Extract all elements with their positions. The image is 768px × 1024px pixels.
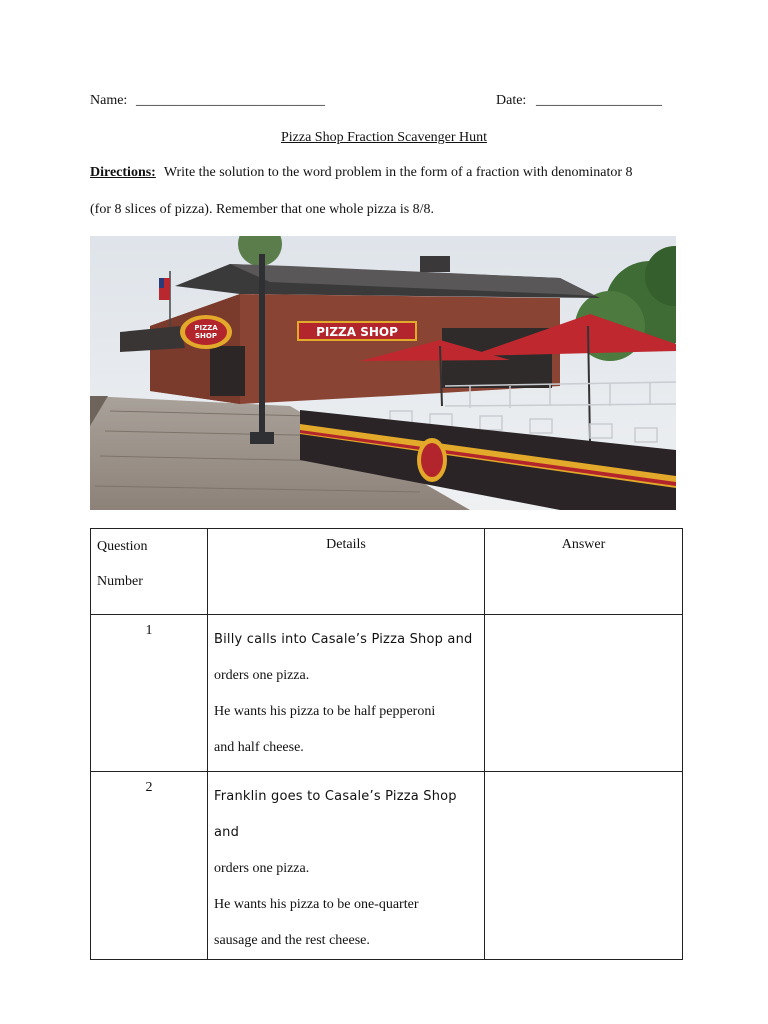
table-row [91, 615, 683, 772]
header-details [208, 529, 485, 615]
round-sign-text-2: SHOP [195, 332, 217, 340]
directions-label: Directions: [90, 165, 156, 180]
name-label: Name: [90, 93, 128, 108]
question-number: 2 [145, 780, 153, 795]
header-question-number [91, 529, 208, 615]
details-line: He wants his pizza to be one-quarter [214, 897, 419, 912]
header-answer [485, 529, 683, 615]
details-line: orders one pizza. [214, 861, 310, 876]
details-line: Billy calls into Casale’s Pizza Shop and [214, 632, 473, 647]
header-row [90, 93, 676, 113]
round-sign-text-1: PIZZA [194, 324, 218, 332]
date-blank[interactable]: __________________ [536, 93, 662, 108]
table-row [91, 772, 683, 960]
table-header-row [91, 529, 683, 615]
details-line: He wants his pizza to be half pepperoni [214, 704, 436, 719]
fraction-table [90, 528, 683, 960]
answer-cell[interactable] [485, 772, 683, 960]
sign-text-main: PIZZA SHOP [316, 325, 398, 339]
pizza-shop-sign [298, 322, 416, 340]
question-number: 1 [145, 623, 153, 638]
round-sign [180, 315, 232, 349]
question-number-cell [91, 772, 208, 960]
details-line: orders one pizza. [214, 668, 310, 683]
header-answer-text: Answer [561, 537, 606, 552]
details-line: Franklin goes to Casale’s Pizza Shop and [214, 789, 457, 840]
header-number-text: Number [97, 574, 143, 589]
page-title: Pizza Shop Fraction Scavenger Hunt [280, 130, 488, 145]
directions-text-1: Write the solution to the word problem in the form of a fraction with denominator 8 [163, 165, 633, 180]
name-blank[interactable]: ___________________________ [136, 93, 325, 108]
date-label: Date: [496, 93, 527, 108]
directions-line-2: (for 8 slices of pizza). Remember that one whole pizza is 8/8. [90, 202, 435, 217]
details-cell [208, 772, 485, 960]
header-question-text: Question [97, 539, 148, 554]
details-line: and half cheese. [214, 740, 304, 755]
directions-line-1 [90, 165, 633, 181]
answer-cell[interactable] [485, 615, 683, 772]
details-cell [208, 615, 485, 772]
pizza-shop-photo [90, 236, 676, 510]
question-number-cell [91, 615, 208, 772]
details-line: sausage and the rest cheese. [214, 933, 370, 948]
header-details-text: Details [326, 537, 366, 552]
